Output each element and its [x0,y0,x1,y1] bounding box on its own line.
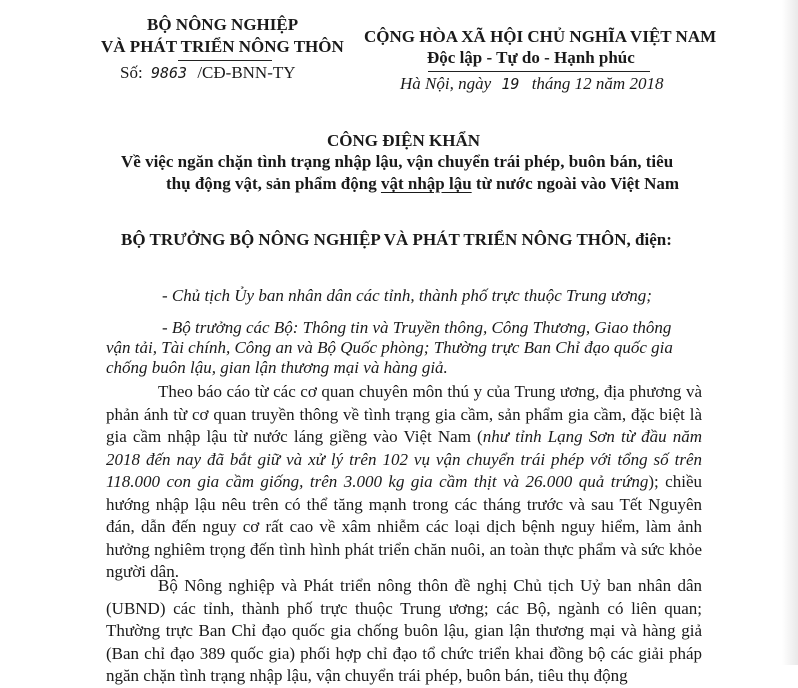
motto-underline [428,71,650,72]
subject-line-1: Về việc ngăn chặn tình trạng nhập lậu, vận chuyển trái phép, buôn bán, tiêu [121,152,674,171]
subject-line-2-end: từ nước ngoài vào Việt Nam [471,174,680,193]
subject-line-2-start: thụ động vật, sản phẩm động [166,174,381,193]
recipient-1: - Chủ tịch Ủy ban nhân dân các tỉnh, thành phố trực thuộc Trung ương; [162,286,652,305]
document-heading: CÔNG ĐIỆN KHẨN [327,131,481,150]
body-paragraph-1 [106,381,702,584]
ministry-name-line1: BỘ NÔNG NGHIỆP [147,15,299,34]
body-paragraph-2 [106,575,702,688]
number-suffix: /CĐ-BNN-TY [197,63,296,82]
recipient-2-line2: vận tải, Tài chính, Công an và Bộ Quốc phòng; Thường trực Ban Chỉ đạo quốc gia [106,338,673,357]
national-motto: Độc lập - Tự do - Hạnh phúc [427,48,635,67]
p1-text-b: ); chiều hướng nhập lậu nêu trên có thể tăng mạnh trong các tháng trước và sau Tết Nguyên đán, dẫn đến nguy cơ rất cao về xâm nhiễm các loại dịch bệnh nguy hiểm, làm ảnh hưởng nghiêm trọng đến tình hình phát triển chăn nuôi, an toàn thực phẩm và sức khỏe người dân. [106,472,702,581]
ministry-underline [178,60,272,61]
recipient-2-line1: - Bộ trưởng các Bộ: Thông tin và Truyền thông, Công Thương, Giao thông [162,318,672,337]
country-name: CỘNG HÒA XÃ HỘI CHỦ NGHĨA VIỆT NAM [364,27,717,46]
p1-italic-details: như tỉnh Lạng Sơn từ đầu năm 2018 đến nay đã bắt giữ và xử lý trên 102 vụ vận chuyển trái phép với tổng số trên 118.000 con gia cầm giống, trên 3.000 kg gia cầm thịt và 26.000 quả trứng [106,427,702,491]
date-suffix: tháng 12 năm 2018 [531,74,664,93]
sender-line: BỘ TRƯỞNG BỘ NÔNG NGHIỆP VÀ PHÁT TRIỂN NÔNG THÔN, điện: [121,230,672,249]
number-handwritten: 9863 [150,64,188,82]
document-number [120,63,296,83]
ministry-name-line2: VÀ PHÁT TRIỂN NÔNG THÔN [101,37,344,56]
date-prefix: Hà Nội, ngày [400,74,492,93]
recipient-2-line3: chống buôn lậu, gian lận thương mại và hàng giả. [106,358,448,377]
subject-underlined-phrase: vật nhập lậu [380,174,472,193]
number-label: Số: [120,63,143,82]
place-and-date [400,74,663,94]
p2-text: Bộ Nông nghiệp và Phát triển nông thôn đề nghị Chủ tịch Uỷ ban nhân dân (UBND) các tỉnh, thành phố trực thuộc Trung ương; các Bộ, ngành có liên quan; Thường trực Ban Chỉ đạo quốc gia chống buôn lậu, gian lận thương mại và hàng giả (Ban chỉ đạo 389 quốc gia) phối hợp chỉ đạo tổ chức triển khai đồng bộ các giải pháp ngăn chặn tình trạng nhập lậu, vận chuyển trái phép, buôn bán, tiêu thụ động [106,576,702,685]
p1-text-a: Theo báo cáo từ các cơ quan chuyên môn thú y của Trung ương, địa phương và phản ánh từ cơ quan truyền thông về tình trạng gia cầm, sản phẩm gia cầm, đặc biệt là gia cầm nhập lậu từ nước láng giềng vào Việt Nam ( [106,382,702,446]
date-day-handwritten: 19 [501,75,520,93]
subject-line-2 [166,174,679,194]
scan-page-edge [782,0,798,665]
